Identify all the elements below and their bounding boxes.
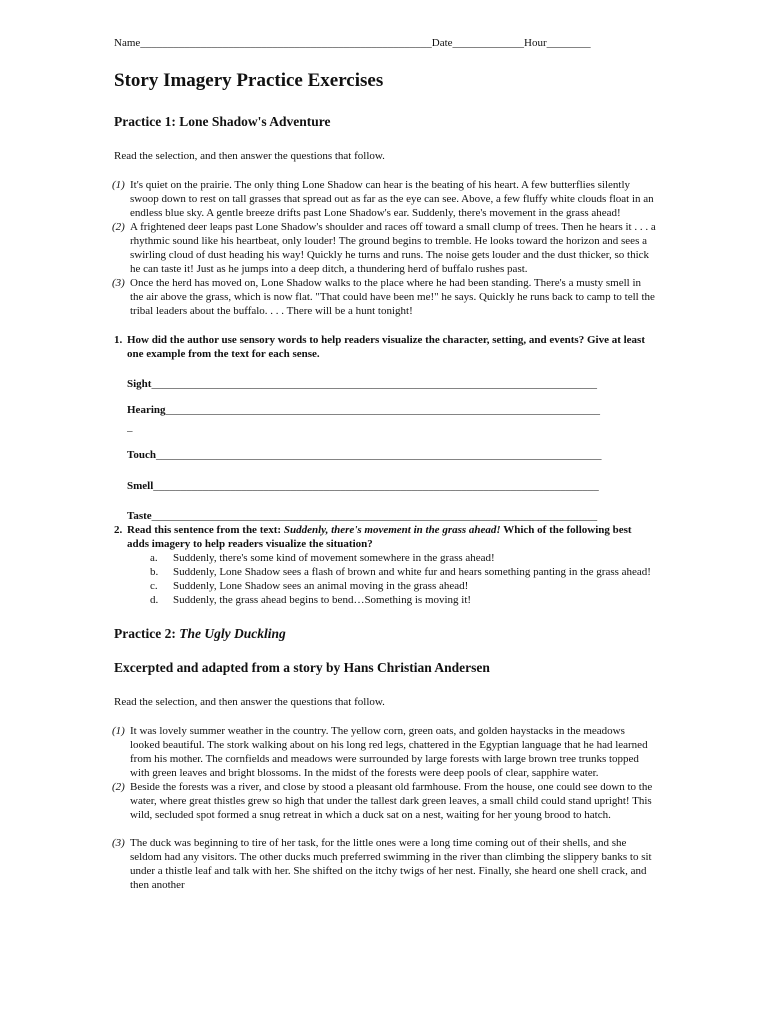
selection-paragraph [114, 276, 656, 318]
selection-paragraph [114, 724, 656, 780]
paragraph-number: (2) [112, 781, 125, 793]
sense-answer-hearing[interactable] [127, 403, 656, 417]
answer-line[interactable]: _______________________________________________________________________________ [165, 404, 600, 416]
answer-choice-a[interactable] [150, 551, 656, 565]
paragraph-text: The duck was beginning to tire of her task, for the little ones were a long time coming out of their shells, and she seldom had any visitors. The other ducks much preferred swimming in the river than climbing the slippery banks to sit under a thistle leaf and talk with her. She shifted on the itchy twigs of her nest. Finally, she heard one shell crack, and then another [130, 837, 652, 891]
sense-label: Touch [127, 449, 156, 461]
choice-letter: a. [150, 552, 158, 564]
date-field[interactable]: _____________ [452, 37, 525, 49]
paragraph-number: (1) [112, 725, 125, 737]
answer-choice-b[interactable] [150, 565, 656, 579]
paragraph-number: (3) [112, 277, 125, 289]
answer-line[interactable]: _________________________________________________________________________________ [151, 378, 597, 390]
choice-letter: b. [150, 566, 159, 578]
answer-line[interactable]: _________________________________________________________________________________ [151, 510, 598, 522]
paragraph-text: A frightened deer leaps past Lone Shadow's shoulder and races off toward a small clump of trees. Then he hears it . . . a rhythmic sound like his heartbeat, only louder! The ground begins to tremble. He looks toward the horizon and sees a swirling cloud of dust heading his way! Quickly he turns and runs. The noise gets louder and the dust thicker, so thick he can taste it! Just as he jumps into a deep ditch, a thundering herd of buffalo rushes past. [130, 221, 656, 275]
practice1-selection [114, 178, 656, 318]
sense-label: Smell [127, 480, 154, 492]
sense-label: Hearing [127, 404, 166, 416]
answer-line[interactable]: _________________________________________________________________________________ [155, 449, 602, 461]
question-2 [114, 523, 656, 551]
answer-line[interactable]: _________________________________________________________________________________ [153, 480, 599, 492]
question-1 [114, 333, 656, 361]
name-label: Name [114, 37, 141, 49]
practice2-selection [114, 724, 656, 892]
answer-line-continuation: _ [127, 421, 133, 433]
paragraph-text: Once the herd has moved on, Lone Shadow walks to the place where he had been standing. There's a musty smell in the air above the grass, which is now flat. "That could have been me!" he says. Quickly he runs back to camp to tell the tribal leaders about the buffalo. . . . There will be a hunt tonight! [130, 277, 655, 317]
paragraph-number: (1) [112, 179, 125, 191]
question-number: 2. [114, 524, 123, 536]
choice-text: Suddenly, Lone Shadow sees a flash of brown and white fur and hears something panting in the grass ahead! [173, 566, 651, 578]
selection-paragraph [114, 780, 656, 822]
sense-answer-taste[interactable] [127, 509, 656, 523]
sense-answer-smell[interactable] [127, 479, 656, 493]
paragraph-number: (3) [112, 837, 125, 849]
student-info-header [114, 36, 656, 50]
hour-label: Hour [524, 37, 547, 49]
selection-paragraph [114, 178, 656, 220]
choice-letter: d. [150, 594, 159, 606]
question-number: 1. [114, 334, 123, 346]
date-label: Date [431, 37, 453, 49]
selection-paragraph [114, 220, 656, 276]
question-text: Read this sentence from the text: Suddenly, there's movement in the grass ahead! Which of the following best adds imagery to help readers visualize the situation? [127, 524, 632, 550]
hour-field[interactable]: ________ [546, 37, 591, 49]
paragraph-number: (2) [112, 221, 125, 233]
question-text: How did the author use sensory words to help readers visualize the character, setting, and events? Give at least one example from the text for each sense. [127, 334, 645, 360]
choice-text: Suddenly, there's some kind of movement somewhere in the grass ahead! [173, 552, 495, 564]
choice-text: Suddenly, Lone Shadow sees an animal moving in the grass ahead! [173, 580, 469, 592]
selection-paragraph [114, 836, 656, 892]
paragraph-text: It's quiet on the prairie. The only thing Lone Shadow can hear is the beating of his heart. A few butterflies silently swoop down to rest on tall grasses that spread out as far as the eye can see. Above, a few fluffy white clouds float in an endless blue sky. A gentle breeze drifts past Lone Shadow's ear. Suddenly, there's movement in the grass ahead! [130, 179, 654, 219]
story-title: The Ugly Duckling [179, 626, 286, 641]
practice2-title: Practice 2: The Ugly Duckling [114, 626, 286, 641]
sense-answer-touch[interactable] [127, 448, 656, 462]
choice-text: Suddenly, the grass ahead begins to bend…Something is moving it! [173, 594, 472, 606]
practice2-subtitle: Excerpted and adapted from a story by Hans Christian Andersen [114, 660, 490, 675]
sense-answer-sight[interactable] [127, 377, 656, 391]
page-title: Story Imagery Practice Exercises [114, 70, 384, 91]
choice-letter: c. [150, 580, 158, 592]
paragraph-text: Beside the forests was a river, and close by stood a pleasant old farmhouse. From the house, one could see down to the water, where great thistles grew so high that under the tallest dark green leaves, a small child could stand upright! This wild, secluded spot formed a snug retreat in which a duck sat on a nest, waiting for her young brood to hatch. [130, 781, 653, 821]
practice1-title: Practice 1: Lone Shadow's Adventure [114, 114, 331, 129]
quoted-sentence: Suddenly, there's movement in the grass ahead! [283, 524, 501, 536]
sense-label: Taste [127, 510, 152, 522]
practice1-instructions: Read the selection, and then answer the questions that follow. [114, 150, 385, 162]
name-field[interactable]: _____________________________________________________ [140, 37, 432, 49]
practice2-instructions: Read the selection, and then answer the questions that follow. [114, 696, 385, 708]
answer-choice-c[interactable] [150, 579, 656, 593]
sense-label: Sight [127, 378, 152, 390]
paragraph-text: It was lovely summer weather in the country. The yellow corn, green oats, and golden haystacks in the meadows looked beautiful. The stork walking about on his long red legs, chattered in the Egyptian language that he had learned from his mother. The cornfields and meadows were surrounded by large forests with large brown tree trunks topped with green leaves and bright blossoms. In the midst of the forests were deep pools of clear, sapphire water. [130, 725, 648, 779]
answer-choice-d[interactable] [150, 593, 656, 607]
